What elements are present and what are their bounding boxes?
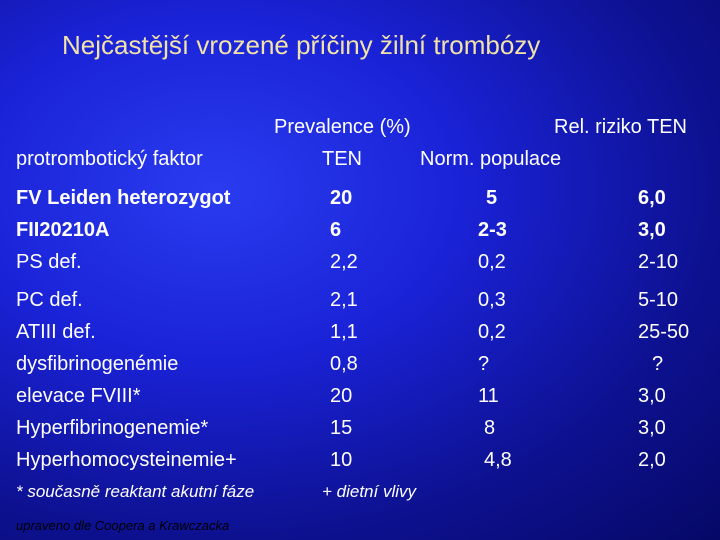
- footnote-diet: + dietní vlivy: [322, 482, 417, 501]
- row-ten: 2,2: [330, 251, 358, 273]
- row-risk: 2-10: [638, 251, 679, 273]
- row-ten: 1,1: [330, 321, 358, 343]
- row-ten: 10: [330, 449, 353, 471]
- row-factor: ATIII def.: [16, 321, 96, 343]
- row-factor: PC def.: [16, 289, 83, 311]
- row-factor: elevace FVIII*: [16, 385, 141, 407]
- row-factor: PS def.: [16, 251, 82, 273]
- row-norm: 4,8: [484, 449, 512, 471]
- row-ten: 2,1: [330, 289, 358, 311]
- row-norm: 0,2: [478, 321, 506, 343]
- row-risk: 6,0: [638, 187, 666, 209]
- row-risk: 2,0: [638, 449, 666, 471]
- row-norm: 8: [484, 417, 496, 439]
- row-ten: 0,8: [330, 353, 358, 375]
- row-norm: 0,2: [478, 251, 506, 273]
- row-factor: FII20210A: [16, 219, 110, 241]
- header-relative-risk: Rel. riziko TEN: [554, 116, 687, 138]
- header-factor: protrombotický faktor: [16, 148, 203, 170]
- row-ten: 20: [330, 187, 353, 209]
- row-ten: 6: [330, 219, 342, 241]
- row-norm: 2-3: [478, 219, 507, 241]
- row-factor: Hyperhomocysteinemie+: [16, 449, 237, 471]
- header-prevalence: Prevalence (%): [274, 116, 411, 138]
- row-risk: 25-50: [638, 321, 690, 343]
- row-factor: FV Leiden heterozygot: [16, 187, 231, 209]
- source-citation: upraveno dle Coopera a Krawczacka: [16, 518, 230, 533]
- row-ten: 15: [330, 417, 353, 439]
- header-norm-population: Norm. populace: [420, 148, 562, 170]
- row-norm: 5: [486, 187, 498, 209]
- row-risk: 3,0: [638, 385, 666, 407]
- row-norm: 0,3: [478, 289, 506, 311]
- row-factor: dysfibrinogenémie: [16, 353, 179, 375]
- row-factor: Hyperfibrinogenemie*: [16, 417, 209, 439]
- row-norm: 11: [478, 385, 499, 407]
- row-risk: 5-10: [638, 289, 679, 311]
- row-risk: 3,0: [638, 219, 666, 241]
- row-ten: 20: [330, 385, 353, 407]
- row-risk: 3,0: [638, 417, 666, 439]
- slide-title: Nejčastější vrozené příčiny žilní trombózy: [62, 30, 541, 60]
- header-ten: TEN: [322, 148, 362, 170]
- footnote-acute-phase: * současně reaktant akutní fáze: [16, 482, 255, 501]
- row-norm: ?: [478, 353, 490, 375]
- row-risk: ?: [652, 353, 664, 375]
